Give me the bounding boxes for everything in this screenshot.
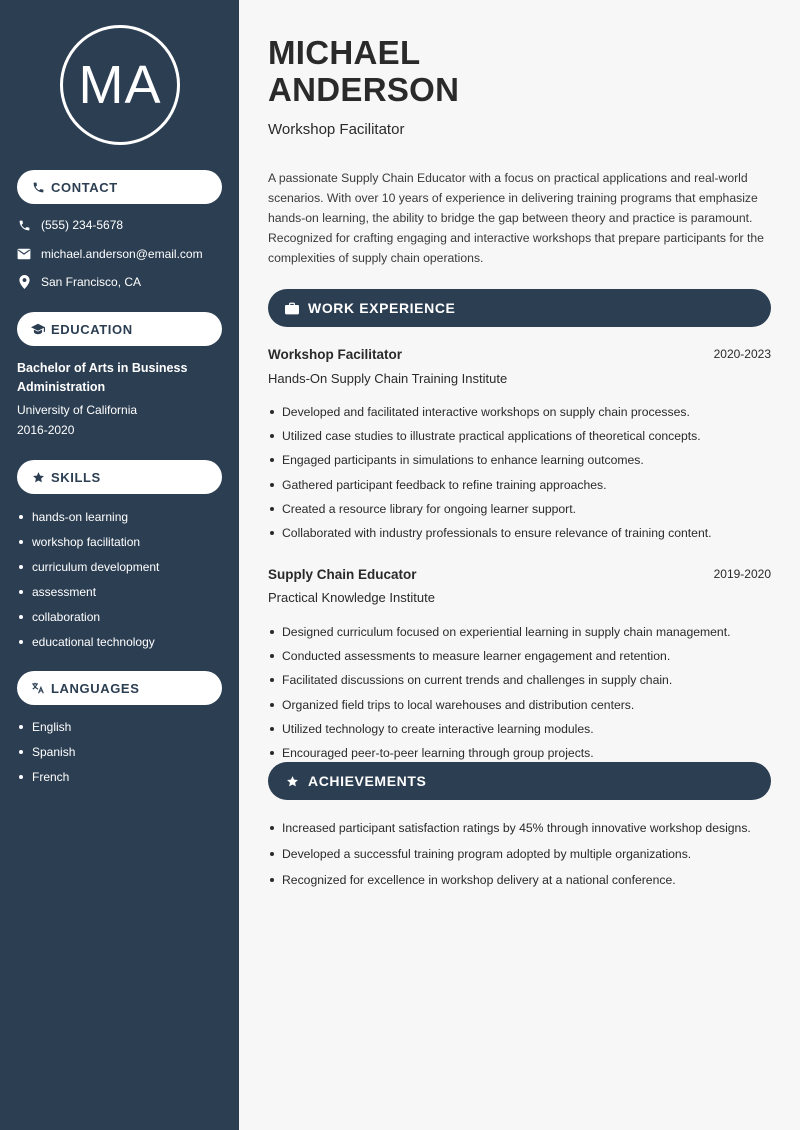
achievement-item: Increased participant satisfaction ratings by 45% through innovative workshop designs. <box>268 819 768 837</box>
language-item: English <box>17 718 75 743</box>
job-role: Workshop Facilitator <box>268 121 405 138</box>
job-bullet: Facilitated discussions on current trends and challenges in supply chain. <box>268 671 768 689</box>
skill-item: assessment <box>17 583 159 608</box>
skills-list <box>17 508 159 658</box>
work-experience-heading-bar <box>268 289 771 327</box>
job-bullet: Organized field trips to local warehouses and distribution centers. <box>268 696 768 714</box>
education-school: University of California <box>17 403 138 417</box>
language-item: French <box>17 768 75 793</box>
monogram-initials: MA <box>78 55 162 115</box>
achievements-heading-bar <box>268 762 771 800</box>
star-icon <box>31 470 45 484</box>
contact-location <box>17 273 141 291</box>
monogram-avatar <box>60 25 180 145</box>
contact-phone-text: (555) 234-5678 <box>41 218 124 232</box>
contact-email <box>17 245 203 263</box>
location-pin-icon <box>17 275 31 289</box>
job-bullet: Collaborated with industry professionals to ensure relevance of training content. <box>268 524 768 542</box>
job-bullet: Conducted assessments to measure learner engagement and retention. <box>268 647 768 665</box>
job-bullet: Designed curriculum focused on experiential learning in supply chain management. <box>268 623 768 641</box>
achievement-item: Developed a successful training program adopted by multiple organizations. <box>268 845 768 863</box>
job-bullet: Developed and facilitated interactive workshops on supply chain processes. <box>268 403 768 421</box>
skills-heading: SKILLS <box>51 469 101 485</box>
job-bullet: Created a resource library for ongoing learner support. <box>268 500 768 518</box>
phone-icon <box>17 218 31 232</box>
job-title: Workshop Facilitator <box>268 347 403 362</box>
first-name: MICHAEL <box>268 34 421 71</box>
contact-heading: CONTACT <box>51 179 118 195</box>
email-icon <box>17 247 31 261</box>
job-bullet: Utilized case studies to illustrate practical applications of theoretical concepts. <box>268 427 768 445</box>
skills-heading-pill <box>17 460 222 494</box>
language-item: Spanish <box>17 743 75 768</box>
contact-heading-pill <box>17 170 222 204</box>
contact-phone <box>17 216 123 234</box>
work-experience-heading: WORK EXPERIENCE <box>308 300 456 316</box>
last-name: ANDERSON <box>268 71 460 108</box>
languages-list <box>17 718 75 793</box>
achievements-list <box>268 819 768 897</box>
achievement-item: Recognized for excellence in workshop delivery at a national conference. <box>268 871 768 889</box>
skill-item: curriculum development <box>17 558 159 583</box>
education-heading-pill <box>17 312 222 346</box>
education-heading: EDUCATION <box>51 321 133 337</box>
profile-summary: A passionate Supply Chain Educator with a focus on practical applications and real-world scenarios. With over 10 years of experience in delivering training programs that emphasize hands-on learning, the ability to bridge the gap between theory and practice is paramount. Recognized for crafting engaging and interactive workshops that prepare participants for the complexities of supply chain operations. <box>268 171 764 265</box>
skill-item: collaboration <box>17 608 159 633</box>
full-name <box>268 34 459 108</box>
job-bullets <box>268 403 768 548</box>
job-bullet: Engaged participants in simulations to enhance learning outcomes. <box>268 451 768 469</box>
education-years: 2016-2020 <box>17 423 75 437</box>
languages-heading-pill <box>17 671 222 705</box>
job-bullet: Utilized technology to create interactive learning modules. <box>268 720 768 738</box>
job-bullets <box>268 623 768 768</box>
education-degree: Bachelor of Arts in Business Administration <box>17 361 188 394</box>
achievements-heading: ACHIEVEMENTS <box>308 773 427 789</box>
job-bullet: Gathered participant feedback to refine training approaches. <box>268 476 768 494</box>
contact-location-text: San Francisco, CA <box>41 275 142 289</box>
graduation-cap-icon <box>31 322 45 336</box>
contact-email-text: michael.anderson@email.com <box>41 247 203 261</box>
skill-item: workshop facilitation <box>17 533 159 558</box>
job-dates: 2020-2023 <box>713 347 771 361</box>
job-bullet: Encouraged peer-to-peer learning through group projects. <box>268 744 768 762</box>
job-organization: Hands-On Supply Chain Training Institute <box>268 371 508 386</box>
sidebar <box>0 0 239 1130</box>
skill-item: hands-on learning <box>17 508 159 533</box>
job-title: Supply Chain Educator <box>268 567 417 582</box>
job-organization: Practical Knowledge Institute <box>268 590 435 605</box>
languages-heading: LANGUAGES <box>51 680 140 696</box>
skill-item: educational technology <box>17 633 159 658</box>
phone-icon <box>31 180 45 194</box>
briefcase-icon <box>285 301 299 315</box>
translate-icon <box>31 681 45 695</box>
job-dates: 2019-2020 <box>713 567 771 581</box>
star-icon <box>285 774 299 788</box>
